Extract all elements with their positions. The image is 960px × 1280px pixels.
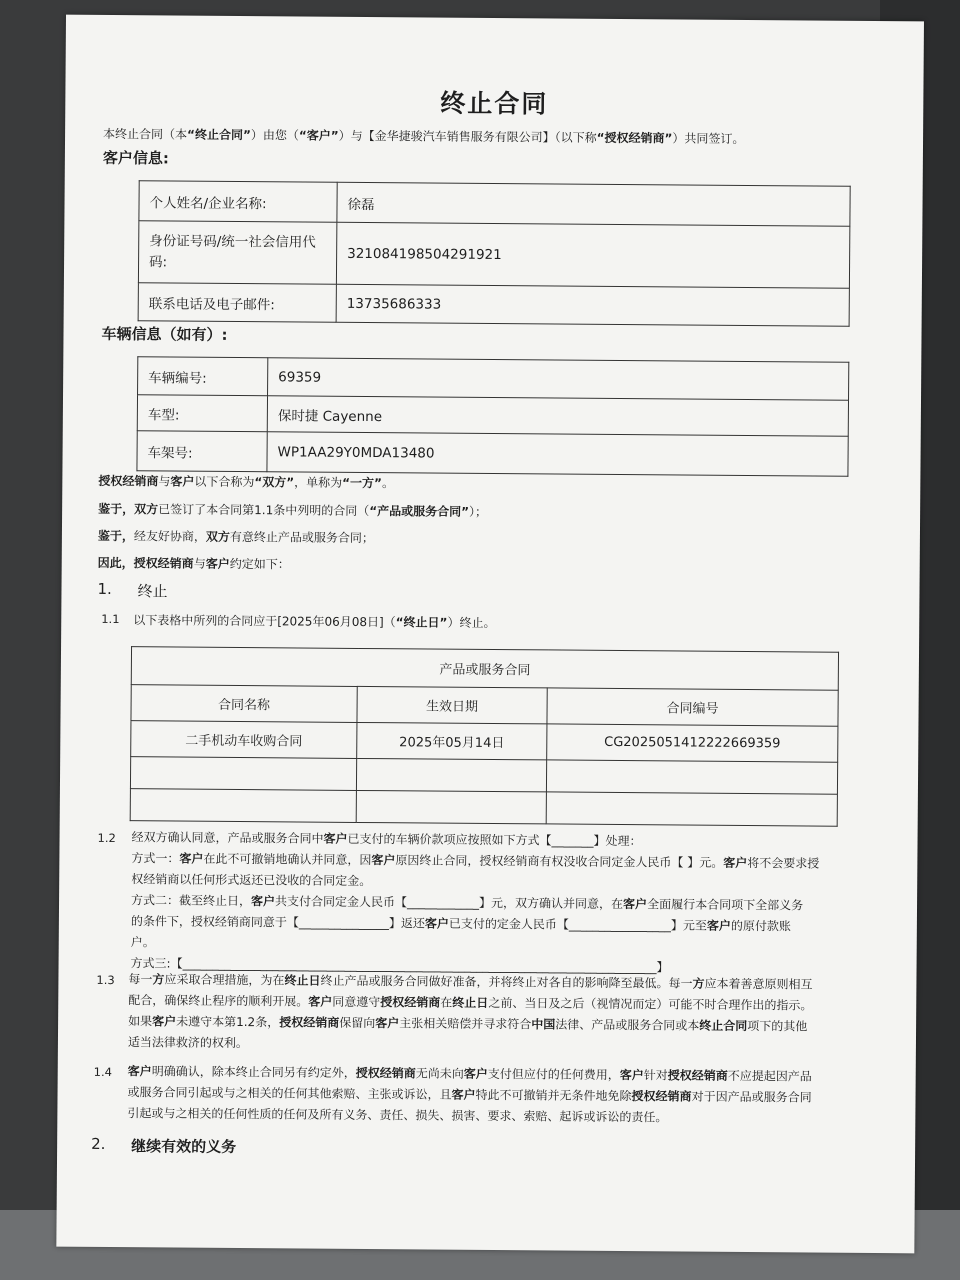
clause-text: 共支付合同定金人民币【____________】元，双方确认并同意，在 bbox=[275, 894, 624, 912]
customer-info-table bbox=[138, 180, 851, 327]
clause-1-1-number: 1.1 bbox=[101, 611, 120, 627]
section-2-title: 继续有效的义务 bbox=[131, 1137, 237, 1157]
clause-term: “终止日” bbox=[395, 615, 448, 630]
clause-term: 终止合同 bbox=[699, 1018, 748, 1034]
clause-text: 如果 bbox=[128, 1014, 153, 1029]
customer-section-label: 客户信息: bbox=[102, 148, 169, 168]
clause-text: 应本着善意原则相互 bbox=[704, 976, 813, 992]
customer-name-value: 徐磊 bbox=[337, 182, 850, 226]
recital-text: 与 bbox=[193, 556, 206, 571]
section-2-number: 2. bbox=[91, 1134, 106, 1153]
clause-text: 对于因产品或服务合同 bbox=[691, 1089, 812, 1105]
clause-term: 中国 bbox=[531, 1017, 556, 1032]
cell-empty bbox=[356, 758, 546, 791]
vehicle-info-table bbox=[136, 356, 849, 477]
vehicle-number-value: 69359 bbox=[268, 358, 849, 401]
intro-paragraph bbox=[103, 125, 745, 148]
table-row bbox=[138, 283, 849, 327]
recital-text: 鉴于， bbox=[97, 528, 134, 544]
clause-text: 应采取合理措施，为在 bbox=[164, 972, 285, 988]
clause-1-2-number: 1.2 bbox=[97, 830, 116, 846]
recital-text: “一方” bbox=[342, 475, 383, 491]
clause-term: 授权经销商 bbox=[380, 995, 441, 1010]
clause-term: 客户 bbox=[706, 918, 731, 933]
clause-term: 方 bbox=[692, 976, 705, 991]
intro-text: ）由您（ bbox=[250, 128, 299, 143]
clause-text: 每一 bbox=[128, 972, 153, 987]
clause-text: 法律、产品或服务合同或本 bbox=[555, 1017, 700, 1033]
clause-text: 的原付款账 bbox=[730, 918, 792, 934]
clause-text: 方式二：截至终止日， bbox=[131, 893, 252, 909]
recital-therefore bbox=[98, 554, 290, 574]
recital-text: “双方” bbox=[254, 475, 295, 490]
table-row bbox=[139, 181, 850, 227]
clause-term: 授权经销商 bbox=[667, 1068, 728, 1083]
table-row bbox=[131, 647, 838, 691]
section-1-number: 1. bbox=[97, 579, 112, 599]
recital-text: 约定如下： bbox=[229, 556, 290, 572]
clause-line: 户。 bbox=[130, 935, 155, 950]
cell-effective-date: 2025年05月14日 bbox=[357, 722, 547, 759]
clause-line: 适当法律救济的权利。 bbox=[127, 1035, 249, 1051]
cell-empty bbox=[356, 790, 546, 823]
recital-text: “产品或服务合同” bbox=[369, 504, 470, 519]
intro-text: ）共同签订。 bbox=[672, 131, 745, 146]
clause-text: 将不会要求授 bbox=[747, 856, 820, 871]
section-1-title: 终止 bbox=[137, 582, 168, 601]
customer-id-label: 身份证号码/统一社会信用代码: bbox=[138, 221, 336, 285]
recital-text: 有意终止产品或服务合同； bbox=[229, 529, 375, 546]
intro-term-dealer: “授权经销商” bbox=[596, 130, 673, 146]
customer-name-label: 个人姓名/企业名称: bbox=[139, 181, 337, 223]
recital-parties bbox=[98, 472, 394, 492]
clause-text: 方式一： bbox=[131, 851, 180, 866]
clause-text: 同意遵守 bbox=[332, 994, 381, 1010]
clause-term: 客户 bbox=[308, 994, 333, 1009]
table-row bbox=[137, 431, 848, 477]
clause-text: 针对 bbox=[643, 1068, 668, 1083]
clause-text: 主张相关赔偿并寻求符合 bbox=[399, 1016, 532, 1032]
cell-empty bbox=[130, 789, 356, 823]
clause-term: 客户 bbox=[323, 831, 348, 846]
clause-text: 不应提起因产品 bbox=[727, 1068, 812, 1084]
clause-text: 已支付的定金人民币【_________________】元至 bbox=[448, 916, 707, 933]
clause-term: 客户 bbox=[623, 897, 648, 912]
vehicle-vin-label: 车架号: bbox=[137, 431, 267, 472]
recital-text: 因此，授权经销商 bbox=[97, 555, 194, 571]
recital-text: 已签订了本合同第1.1条中列明的合同（ bbox=[158, 502, 370, 519]
table-row bbox=[130, 789, 837, 827]
customer-contact-label: 联系电话及电子邮件: bbox=[138, 283, 336, 323]
column-header-effective-date: 生效日期 bbox=[357, 686, 547, 723]
recital-whereas-2 bbox=[98, 527, 374, 547]
clause-term: 授权经销商 bbox=[279, 1015, 340, 1030]
clause-text: 支付但应付的任何费用， bbox=[487, 1066, 620, 1083]
clause-line: 引起或与之相关的任何性质的任何及所有义务、责任、损失、损害、要求、索赔、起诉或诉讼的责任。 bbox=[127, 1106, 668, 1125]
clause-term: 客户 bbox=[152, 1014, 177, 1029]
clause-text: 在 bbox=[440, 995, 453, 1010]
clause-term: 授权经销商 bbox=[355, 1065, 416, 1081]
clause-text: 未遵守本第1.2条， bbox=[176, 1014, 280, 1030]
clause-1-4-number: 1.4 bbox=[93, 1064, 113, 1080]
clause-term: 客户 bbox=[371, 853, 396, 868]
recital-text: 以下合称为 bbox=[194, 474, 255, 490]
clause-1-3-number: 1.3 bbox=[96, 972, 115, 988]
vehicle-number-label: 车辆编号: bbox=[138, 357, 268, 396]
cell-empty bbox=[546, 760, 837, 794]
recital-text: 授权经销商 bbox=[98, 473, 159, 489]
products-table bbox=[130, 646, 839, 827]
recital-whereas-1 bbox=[98, 500, 487, 521]
clause-term: 授权经销商 bbox=[631, 1089, 692, 1104]
clause-text: 已支付的车辆价款项应按照如下方式【_______】处理： bbox=[347, 831, 642, 849]
clause-term: 客户 bbox=[179, 851, 204, 866]
recital-text: 与 bbox=[158, 474, 171, 489]
table-row bbox=[137, 395, 848, 437]
clause-text: 之前、当日及之后（视情况而定）可能不时合理作出的指示。 bbox=[488, 995, 813, 1013]
column-header-contract-name: 合同名称 bbox=[131, 685, 357, 723]
recital-text: 双方 bbox=[134, 502, 159, 517]
clause-text: 保留向 bbox=[339, 1015, 376, 1031]
cell-contract-name: 二手机动车收购合同 bbox=[131, 721, 357, 759]
clause-1-2-text bbox=[130, 827, 891, 980]
clause-term: 客户 bbox=[127, 1064, 152, 1079]
intro-term-customer: “客户” bbox=[298, 128, 339, 143]
clause-term: 客户 bbox=[451, 1087, 476, 1102]
recital-text: 客户 bbox=[170, 474, 195, 489]
vehicle-model-label: 车型: bbox=[137, 395, 267, 432]
cell-empty bbox=[546, 792, 837, 826]
clause-text: 终止产品或服务合同做好准备，并将终止对各自的影响降至最低。每一 bbox=[320, 973, 693, 991]
clause-term: 终止日 bbox=[452, 995, 489, 1010]
clause-term: 客户 bbox=[723, 855, 748, 871]
clause-text: 的条件下，授权经销商同意于【_______________】返还 bbox=[130, 914, 425, 931]
clause-text: 全面履行本合同项下全部义务 bbox=[647, 897, 804, 913]
recital-text: 客户 bbox=[205, 556, 230, 571]
clause-text: 特此不可撤销并无条件地免除 bbox=[475, 1087, 632, 1104]
intro-term-termination: “终止合同” bbox=[187, 127, 251, 143]
products-table-caption: 产品或服务合同 bbox=[131, 647, 838, 691]
table-row bbox=[138, 221, 849, 289]
clause-text: 项下的其他 bbox=[747, 1019, 808, 1034]
clause-term: 客户 bbox=[375, 1016, 400, 1031]
clause-text: 以下表格中所列的合同应于[2025年06月08日]（ bbox=[133, 613, 396, 630]
clause-term: 终止日 bbox=[284, 973, 321, 988]
vehicle-vin-value: WP1AA29Y0MDA13480 bbox=[267, 432, 848, 477]
clause-text: 原因终止合同，授权经销商有权没收合同定金人民币【 】元。 bbox=[395, 853, 724, 870]
clause-text: 或服务合同引起或与之相关的任何其他索赔、主张或诉讼，且 bbox=[127, 1085, 452, 1102]
clause-text: ）终止。 bbox=[447, 615, 496, 631]
table-row bbox=[131, 721, 838, 763]
intro-text: 本终止合同（本 bbox=[103, 126, 188, 142]
clause-term: 客户 bbox=[463, 1066, 488, 1081]
recital-text: ，单称为 bbox=[294, 475, 343, 490]
table-header-row bbox=[131, 685, 838, 727]
clause-1-1-text bbox=[133, 611, 495, 632]
vehicle-model-value: 保时捷 Cayenne bbox=[267, 396, 848, 437]
column-header-contract-number: 合同编号 bbox=[547, 688, 838, 726]
contract-page bbox=[56, 15, 924, 1254]
clause-text: 无尚未向 bbox=[415, 1066, 464, 1081]
clause-term: 客户 bbox=[424, 916, 449, 931]
intro-text: ）与【金华捷骏汽车销售服务有限公司】（以下称 bbox=[338, 128, 597, 145]
recital-text: 鉴于， bbox=[98, 501, 135, 517]
clause-1-4-text bbox=[127, 1061, 902, 1130]
clause-text: 明确确认，除本终止合同另有约定外， bbox=[151, 1064, 356, 1080]
clause-term: 客户 bbox=[251, 894, 276, 909]
clause-term: 客户 bbox=[619, 1068, 644, 1083]
customer-id-value: 321084198504291921 bbox=[336, 222, 849, 288]
clause-text: 配合，确保终止程序的顺利开展。 bbox=[128, 993, 309, 1009]
clause-line: 方式三:【_______________________________________________________________________________】 bbox=[130, 956, 669, 975]
clause-1-3-text bbox=[128, 969, 899, 1059]
customer-contact-value: 13735686333 bbox=[336, 284, 849, 326]
clause-term: 方 bbox=[152, 972, 165, 987]
document-title: 终止合同 bbox=[440, 88, 549, 119]
clause-text: 在此不可撤销地确认并同意，因 bbox=[203, 851, 372, 868]
clause-line: 权经销商以任何形式返还已没收的合同定金。 bbox=[131, 872, 372, 889]
cell-empty bbox=[130, 757, 356, 791]
clause-text: 经双方确认同意，产品或服务合同中 bbox=[131, 830, 324, 846]
recital-text: 。 bbox=[381, 476, 395, 491]
vehicle-section-label: 车辆信息（如有）: bbox=[101, 324, 228, 344]
cell-contract-number: CG2025051412222669359 bbox=[547, 724, 838, 762]
table-row bbox=[138, 357, 849, 401]
recital-text: ）； bbox=[468, 504, 488, 519]
recital-text: 双方 bbox=[205, 529, 231, 544]
recital-text: 经友好协商， bbox=[133, 529, 207, 544]
